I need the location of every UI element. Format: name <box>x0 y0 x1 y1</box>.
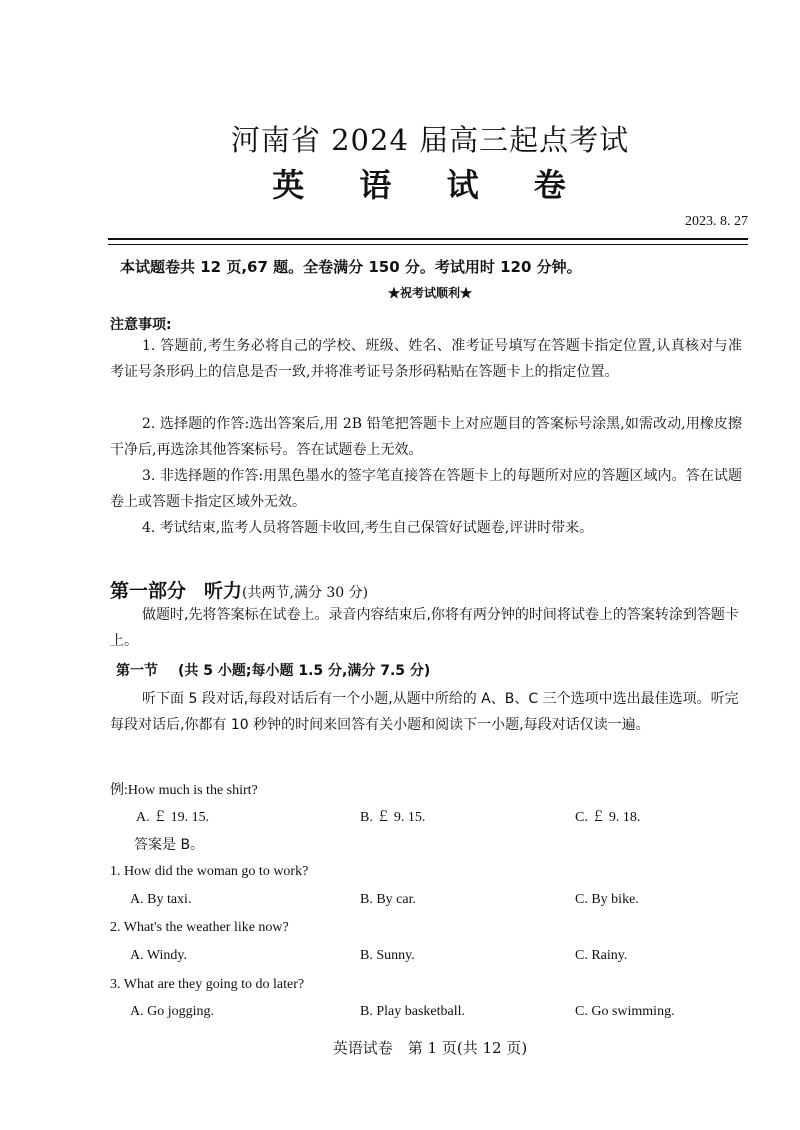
header-rule-thick <box>108 238 748 240</box>
question-3-option-a: A. Go jogging. <box>130 1004 214 1019</box>
question-2-option-a: A. Windy. <box>130 948 187 963</box>
page-footer: 英语试卷 第 1 页(共 12 页) <box>332 1039 528 1057</box>
part1-intro: 做题时,先将答案标在试卷上。录音内容结束后,你将有两分钟的时间将试卷上的答案转涂到答题卡上。 <box>110 607 739 649</box>
notice-item-3: 3. 非选择题的作答:用黑色墨水的签字笔直接答在答题卡上的每题所对应的答题区域内。答在试题卷上或答题卡指定区域外无效。 <box>110 468 742 510</box>
exam-info-line: 本试题卷共 12 页,67 题。全卷满分 150 分。考试用时 120 分钟。 <box>120 258 582 276</box>
notice-item-1: 1. 答题前,考生务必将自己的学校、班级、姓名、准考证号填写在答题卡指定位置,认真核对与准考证号条形码上的信息是否一致,并将准考证号条形码粘贴在答题卡上的指定位置。 <box>110 338 742 380</box>
section1-title: 第一节 <box>116 663 158 679</box>
good-luck-line: ★祝考试顺利★ <box>387 286 472 300</box>
question-3-option-b: B. Play basketball. <box>360 1004 465 1019</box>
example-option-b: B. ￡ 9. 15. <box>360 810 426 825</box>
question-1-option-a: A. By taxi. <box>130 892 192 907</box>
part1-score: (共两节,满分 30 分) <box>242 585 369 601</box>
question-2-option-b: B. Sunny. <box>360 948 415 963</box>
header-rule-thin <box>108 244 748 245</box>
question-1: 1. How did the woman go to work? <box>110 864 309 879</box>
question-3-option-c: C. Go swimming. <box>575 1004 675 1019</box>
question-1-option-b: B. By car. <box>360 892 416 907</box>
question-2: 2. What's the weather like now? <box>110 920 289 935</box>
exam-subtitle: 英 语 试 卷 <box>272 166 588 204</box>
section1-heading <box>116 660 430 680</box>
question-3: 3. What are they going to do later? <box>110 977 305 992</box>
example-option-c: C. ￡ 9. 18. <box>575 810 641 825</box>
exam-date: 2023. 8. 27 <box>685 214 748 229</box>
part1-heading <box>110 576 368 603</box>
notice-item-4: 4. 考试结束,监考人员将答题卡收回,考生自己保管好试题卷,评讲时带来。 <box>142 520 594 536</box>
notice-item-2: 2. 选择题的作答:选出答案后,用 2B 铅笔把答题卡上对应题目的答案标号涂黑,如需改动,用橡皮擦干净后,再选涂其他答案标号。答在试题卷上无效。 <box>110 416 742 458</box>
part1-title: 第一部分 <box>110 580 187 602</box>
section1-intro: 听下面 5 段对话,每段对话后有一个小题,从题中所给的 A、B、C 三个选项中选出最佳选项。听完每段对话后,你都有 10 秒钟的时间来回答有关小题和阅读下一小题,每段对话仅读一遍。 <box>110 691 739 733</box>
question-2-option-c: C. Rainy. <box>575 948 628 963</box>
part1-name: 听力 <box>204 580 243 602</box>
section1-score: (共 5 小题;每小题 1.5 分,满分 7.5 分) <box>178 663 431 679</box>
notice-heading: 注意事项: <box>110 317 172 333</box>
example-option-a: A. ￡ 19. 15. <box>136 810 210 825</box>
exam-title: 河南省 2024 届高三起点考试 <box>230 123 630 157</box>
example-question: 例:How much is the shirt? <box>110 783 258 798</box>
question-1-option-c: C. By bike. <box>575 892 639 907</box>
example-answer: 答案是 B。 <box>134 837 205 853</box>
